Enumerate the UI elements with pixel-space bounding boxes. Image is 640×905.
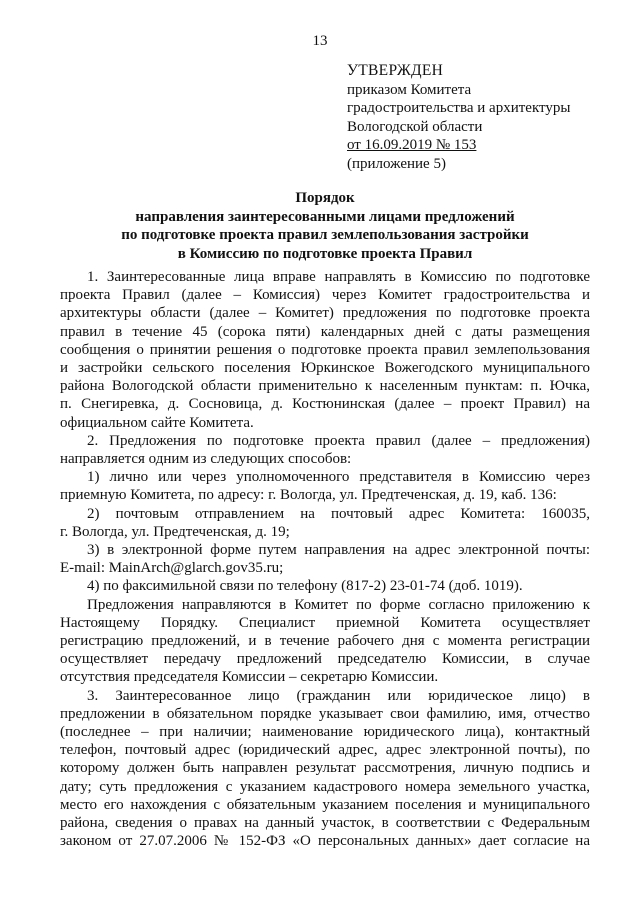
body-line: (последнее – при наличии; наименование юридического лица), контактный <box>60 724 590 741</box>
body-line: приемную Комитета, по адресу: г. Вологда, ул. Предтеченская, д. 19, каб. 136: <box>60 487 557 504</box>
body-line: осуществляет передачу предложений председателю Комиссии, в случае <box>60 651 590 668</box>
body-line: направляется одним из следующих способов: <box>60 451 352 468</box>
body-line: дату; суть предложения с указанием кадастрового номера земельного участка, <box>60 778 590 795</box>
body-line: E-mail: MainArch@glarch.gov35.ru; <box>60 560 284 577</box>
title-line: по подготовке проекта правил землепользования застройки <box>121 227 529 243</box>
body-line: регистрацию предложений, и в течение рабочего дня с момента регистрации <box>60 633 590 650</box>
body-line: 4) по факсимильной связи по телефону (817-2) 23-01-74 (доб. 1019). <box>87 578 523 595</box>
approval-line: Вологодской области <box>347 118 483 135</box>
body-line: 2. Предложения по подготовке проекта правил (далее – предложения) <box>87 432 590 449</box>
body-line: отсутствия председателя Комиссии – секретарю Комиссии. <box>60 669 439 686</box>
body-line: сообщения о принятии решения о подготовке проекта правил землепользования <box>60 341 590 358</box>
approval-heading: УТВЕРЖДЕН <box>347 62 444 79</box>
title-line: направления заинтересованными лицами предложений <box>135 208 515 225</box>
body-line: Настоящему Порядку. Специалист приемной Комитета осуществляет <box>60 614 590 631</box>
body-line: и застройки сельского поселения Юркинское Вожегодского муниципального <box>60 360 590 377</box>
title-line: Порядок <box>295 190 355 206</box>
title-line: в Комиссию по подготовке проекта Правил <box>177 245 473 262</box>
body-line: которому должен быть направлен результат рассмотрения, личную подпись и <box>60 760 590 777</box>
document-body <box>60 268 590 851</box>
document-title <box>60 189 590 263</box>
body-line: предложении в обязательном порядке указывает свои фамилию, имя, отчество <box>60 705 590 722</box>
approval-stamp <box>347 62 627 173</box>
body-line: проекта Правил (далее – Комиссия) через Комитет градостроительства и <box>60 287 590 304</box>
body-line: 3. Заинтересованное лицо (гражданин или юридическое лицо) в <box>87 687 590 704</box>
approval-line: градостроительства и архитектуры <box>347 100 571 116</box>
body-line: законом от 27.07.2006 № 152-ФЗ «О персональных данных» дает согласие на <box>60 833 590 850</box>
body-line: района Вологодской области применительно к населенным пунктам: п. Ючка, <box>60 378 590 395</box>
body-line: Предложения направляются в Комитет по форме согласно приложению к <box>87 596 590 613</box>
body-line: г. Вологда, ул. Предтеченская, д. 19; <box>60 523 290 540</box>
body-line: 1. Заинтересованные лица вправе направлять в Комиссию по подготовке <box>87 269 590 285</box>
body-line: архитектуры области (далее – Комитет) предложения по подготовке проекта <box>60 305 590 322</box>
approval-line: приказом Комитета <box>347 81 472 98</box>
body-line: района, сведения о правах на данный участок, в соответствии с Федеральным <box>60 815 590 832</box>
body-line: п. Снегиревка, д. Сосновица, д. Костюнинская (далее – проект Правил) на <box>60 396 590 413</box>
body-line: 2) почтовым отправлением на почтовый адрес Комитета: 160035, <box>87 505 590 522</box>
approval-appendix-note: (приложение 5) <box>347 155 446 172</box>
body-line: место его нахождения с обязательным указанием поселения и муниципального <box>60 796 590 813</box>
approval-order-reference: от 16.09.2019 № 153 <box>347 137 477 153</box>
body-line: телефон, почтовый адрес (юридический адрес, адрес электронной почты), по <box>60 742 590 759</box>
body-line: 3) в электронной форме путем направления на адрес электронной почты: <box>87 542 590 559</box>
page-number: 13 <box>312 33 328 49</box>
body-line: правил в течение 45 (сорока пяти) календарных дней с даты размещения <box>60 323 590 340</box>
body-line: официальном сайте Комитета. <box>60 414 254 431</box>
body-line: 1) лично или через уполномоченного представителя в Комиссию через <box>87 469 590 486</box>
